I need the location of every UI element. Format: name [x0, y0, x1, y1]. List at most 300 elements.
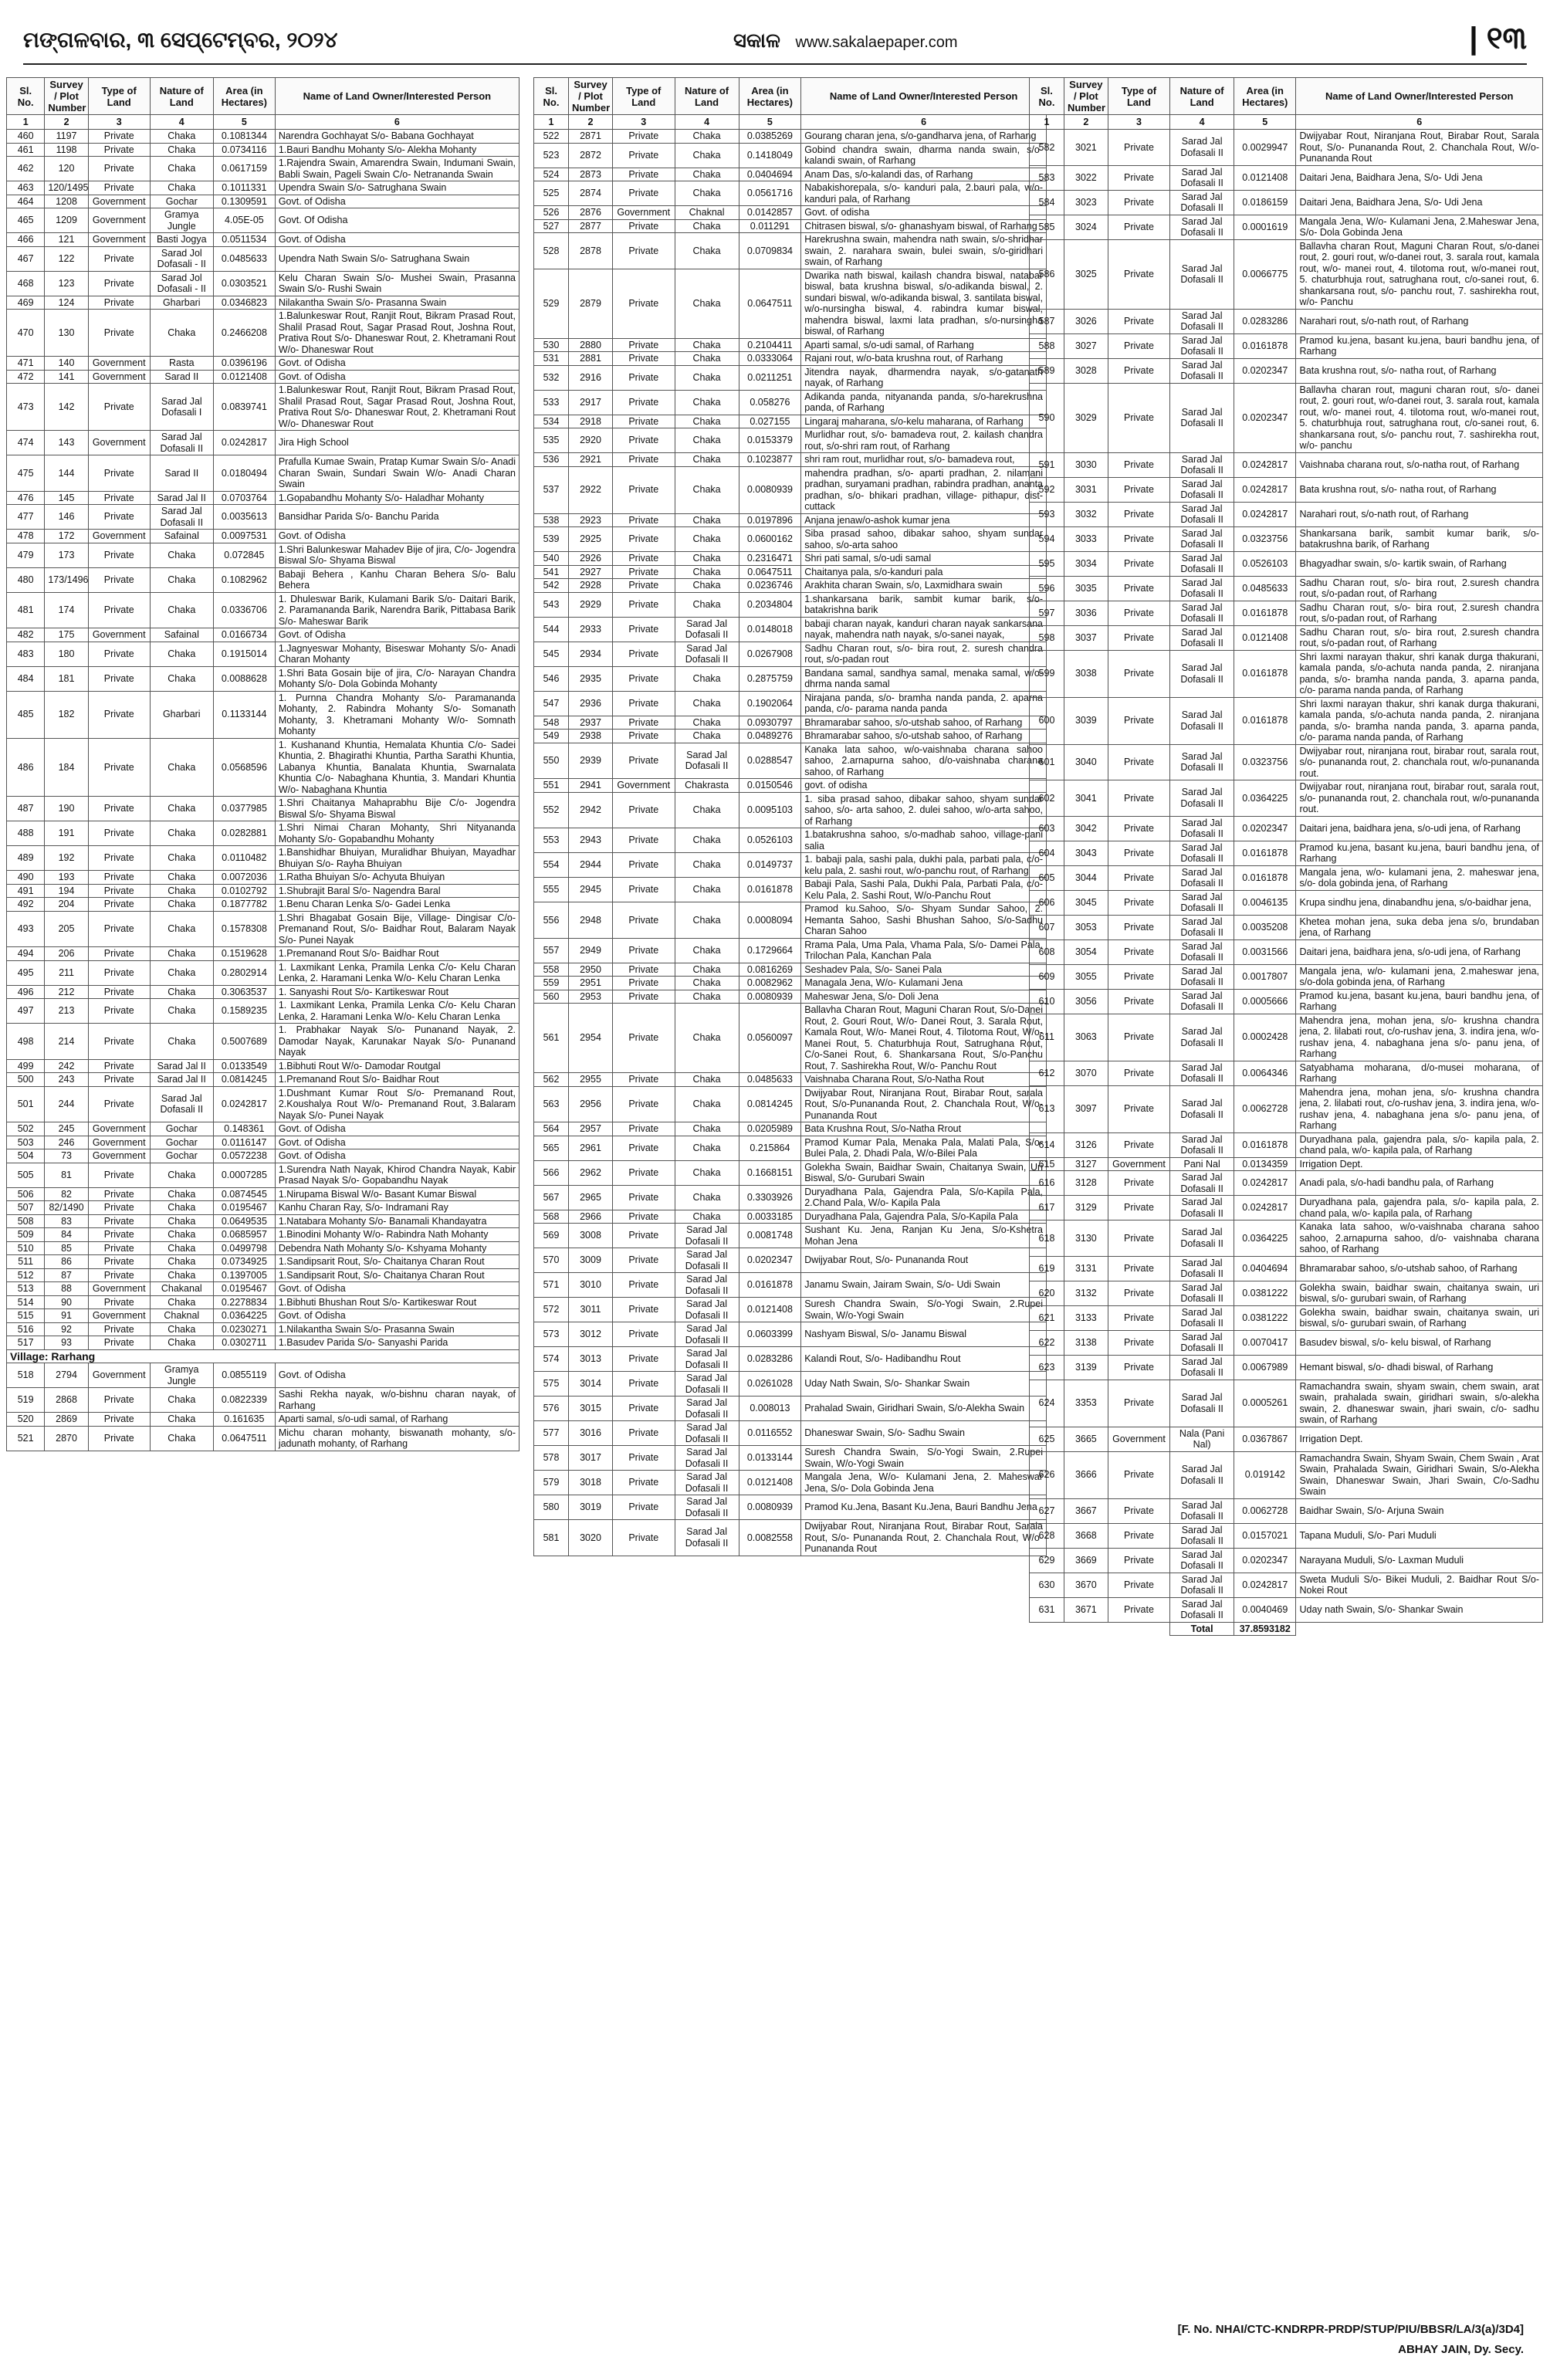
area-cell: 0.0303521	[213, 271, 275, 296]
land-nature-header: Nature of Land	[150, 78, 213, 115]
land-type-cell: Government	[612, 779, 675, 793]
area-cell: 0.0242817	[1234, 502, 1296, 526]
owner-name-cell: Duryadhana Pala, Gajendra Pala, S/o-Kapila Pala, 2.Chand Pala, W/o- Kapila Pala	[801, 1185, 1047, 1210]
owner-name-cell: 1.Balunkeswar Rout, Ranjit Rout, Bikram Prasad Rout, Shalil Prasad Rout, Sagar Prasad Rout, Joshna Rout, Prativa Rout S/o- Dhaneswar Rout, 2. Khetramani Rout W/o- Dhaneswar Rout	[275, 310, 519, 357]
table-row	[7, 567, 519, 592]
sl-no-cell: 545	[534, 642, 569, 666]
land-type-cell: Private	[88, 1413, 150, 1427]
sl-no-cell: 468	[7, 271, 45, 296]
sl-no-cell: 581	[534, 1520, 569, 1556]
owner-name-cell: Narendra Gochhayat S/o- Babana Gochhayat	[275, 130, 519, 144]
table-row	[7, 960, 519, 985]
survey-plot-cell: 82	[45, 1187, 88, 1201]
land-type-cell: Private	[1108, 1171, 1169, 1196]
land-nature-cell: Sarad Jal Dofasali II	[1170, 625, 1234, 650]
sl-no-cell: 466	[7, 233, 45, 247]
owner-name-cell: 1. Laxmikant Lenka, Pramila Lenka C/o- Kelu Charan Lenka, 2. Haramani Lenka W/o- Kelu Charan Lenka	[275, 999, 519, 1024]
table-row	[534, 743, 1047, 779]
land-nature-cell: Sarad Jol Dofasali - II	[150, 246, 213, 271]
area-cell: 0.2278834	[213, 1295, 275, 1309]
land-type-cell: Private	[1108, 1256, 1169, 1281]
land-type-cell: Private	[1108, 1281, 1169, 1305]
column-index-cell: 3	[1108, 115, 1169, 130]
survey-plot-cell: 2935	[569, 666, 613, 691]
land-nature-cell: Chaka	[675, 338, 739, 352]
table-row	[1030, 865, 1543, 890]
owner-name-cell: Prahalad Swain, Giridhari Swain, S/o-Alekha Swain	[801, 1397, 1047, 1421]
area-cell: 0.0070417	[1234, 1330, 1296, 1355]
sl-no-cell: 506	[7, 1187, 45, 1201]
sl-no-cell: 543	[534, 592, 569, 617]
land-type-cell: Private	[1108, 865, 1169, 890]
owner-name-cell: 1.Premanand Rout S/o- Baidhar Rout	[275, 947, 519, 961]
land-nature-cell: Chaka	[675, 233, 739, 269]
table-row	[7, 985, 519, 999]
table-row	[7, 505, 519, 530]
land-nature-cell: Gochar	[150, 1136, 213, 1149]
survey-plot-cell: 2938	[569, 730, 613, 743]
land-type-cell: Private	[1108, 452, 1169, 477]
sl-no-cell: 595	[1030, 551, 1064, 576]
area-cell: 0.0603399	[739, 1322, 801, 1347]
land-nature-cell: Chaka	[150, 1336, 213, 1350]
area-cell: 0.0703764	[213, 491, 275, 505]
area-cell: 0.0617159	[213, 157, 275, 181]
land-nature-cell: Chaka	[675, 1136, 739, 1160]
land-nature-cell: Chaka	[675, 352, 739, 366]
land-nature-cell: Sarad Jal Dofasali II	[1170, 816, 1234, 841]
survey-plot-cell: 243	[45, 1073, 88, 1087]
sl-no-cell: 594	[1030, 526, 1064, 551]
table-row	[7, 871, 519, 885]
table-row	[534, 1073, 1047, 1087]
owner-name-cell: Irrigation Dept.	[1296, 1427, 1543, 1451]
area-cell: 0.2875759	[739, 666, 801, 691]
table-row	[534, 365, 1047, 390]
sl-no-cell: 623	[1030, 1355, 1064, 1380]
survey-plot-cell: 3036	[1064, 601, 1108, 625]
survey-plot-cell: 3055	[1064, 964, 1108, 989]
owner-name-cell: Janamu Swain, Jairam Swain, S/o- Udi Swain	[801, 1273, 1047, 1298]
survey-plot-cell: 2945	[569, 878, 613, 902]
area-cell: 0.0205989	[739, 1122, 801, 1136]
area-cell: 0.0202347	[739, 1248, 801, 1273]
sl-no-cell: 554	[534, 853, 569, 878]
column-index-cell: 3	[612, 115, 675, 130]
land-type-cell: Government	[88, 530, 150, 543]
sl-no-cell: 558	[534, 963, 569, 977]
table-row	[1030, 1132, 1543, 1157]
land-nature-cell: Chaka	[675, 513, 739, 527]
land-type-cell: Private	[88, 130, 150, 144]
owner-name-cell: 1.Sandipsarit Rout, S/o- Chaitanya Charan Rout	[275, 1268, 519, 1282]
area-cell: 0.0381222	[1234, 1281, 1296, 1305]
area-cell: 0.148361	[213, 1122, 275, 1136]
sl-no-cell: 493	[7, 911, 45, 947]
table-row	[534, 691, 1047, 716]
land-type-header: Type of Land	[88, 78, 150, 115]
owner-name-cell: 1.Shri Nimai Charan Mohanty, Shri Nityananda Mohanty S/o- Gopabandhu Mohanty	[275, 821, 519, 846]
survey-plot-cell: 121	[45, 233, 88, 247]
area-cell: 0.0148018	[739, 617, 801, 642]
owner-name-cell: Dwijyabar Rout, Niranjana Rout, Birabar Rout, Sarala Rout, S/o- Punananda Rout, 2. Chanchala Rout, W/o- Punananda Rout	[1296, 130, 1543, 166]
sl-no-cell: 460	[7, 130, 45, 144]
owner-name-cell: Gobind chandra swain, dharma nanda swain, s/o-kalandi swain, of Rarhang	[801, 143, 1047, 168]
land-type-cell: Private	[88, 947, 150, 961]
owner-name-cell: Govt. of Odisha	[275, 357, 519, 371]
survey-plot-cell: 3026	[1064, 309, 1108, 333]
table-row	[1030, 1305, 1543, 1330]
owner-name-cell: 1.Basudev Parida S/o- Sanyashi Parida	[275, 1336, 519, 1350]
sl-no-cell: 508	[7, 1214, 45, 1228]
land-type-cell: Private	[612, 1273, 675, 1298]
land-type-cell: Private	[88, 1426, 150, 1451]
sl-no-cell: 530	[534, 338, 569, 352]
survey-plot-cell: 2873	[569, 168, 613, 181]
sl-no-cell: 629	[1030, 1548, 1064, 1573]
header-date: ମଙ୍ଗଳବାର, ୩ ସେପ୍ଟେମ୍ବର, ୨୦୨୪	[23, 28, 338, 52]
land-nature-cell: Sarad Jal Dofasali II	[1170, 1498, 1234, 1523]
website-url[interactable]: www.sakalaepaper.com	[795, 34, 958, 51]
owner-name-cell: Duryadhana Pala, Gajendra Pala, S/o-Kapila Pala	[801, 1210, 1047, 1224]
survey-plot-cell: 3665	[1064, 1427, 1108, 1451]
survey-plot-cell: 2928	[569, 579, 613, 593]
table-row	[534, 1248, 1047, 1273]
table-row	[1030, 165, 1543, 190]
land-nature-cell: Sarad Jal Dofasali II	[675, 743, 739, 779]
survey-plot-cell: 2879	[569, 269, 613, 338]
area-cell: 0.0033185	[739, 1210, 801, 1224]
land-nature-cell: Sarad Jal Dofasali II	[1170, 452, 1234, 477]
survey-plot-cell: 213	[45, 999, 88, 1024]
sl-no-cell: 523	[534, 143, 569, 168]
owner-name-cell: Govt. Of Odisha	[275, 208, 519, 233]
land-nature-cell: Chaka	[675, 1086, 739, 1122]
village-heading-row	[7, 1349, 519, 1363]
column-index-cell: 6	[1296, 115, 1543, 130]
owner-name-header: Name of Land Owner/Interested Person	[275, 78, 519, 115]
area-cell: 0.0133549	[213, 1059, 275, 1073]
table-row	[534, 168, 1047, 181]
land-type-cell: Private	[1108, 816, 1169, 841]
survey-plot-cell: 3132	[1064, 1281, 1108, 1305]
land-nature-cell: Sarad Jal Dofasali II	[1170, 1330, 1234, 1355]
land-type-cell: Private	[612, 552, 675, 566]
table-row	[534, 552, 1047, 566]
survey-plot-cell: 1198	[45, 143, 88, 157]
area-cell: 0.0202347	[1234, 383, 1296, 452]
owner-name-cell: Aparti samal, s/o-udi samal, of Rarhang	[275, 1413, 519, 1427]
area-cell: 0.0116552	[739, 1421, 801, 1446]
area-cell: 0.1011331	[213, 181, 275, 195]
sl-no-cell: 584	[1030, 190, 1064, 215]
land-nature-cell: Chaka	[150, 884, 213, 898]
table-row	[1030, 358, 1543, 383]
land-type-cell: Private	[1108, 1498, 1169, 1523]
sl-no-cell: 503	[7, 1136, 45, 1149]
land-nature-cell: Chaka	[150, 898, 213, 912]
land-nature-cell: Sarad Jal Dofasali II	[1170, 780, 1234, 817]
area-cell: 0.0709834	[739, 233, 801, 269]
table-row	[7, 628, 519, 642]
owner-name-cell: Jira High School	[275, 431, 519, 455]
survey-plot-cell: 2794	[45, 1363, 88, 1388]
table-row	[1030, 1330, 1543, 1355]
owner-name-cell: Bata krushna rout, s/o- natha rout, of Rarhang	[1296, 358, 1543, 383]
survey-plot-cell: 2926	[569, 552, 613, 566]
area-cell: 0.0157021	[1234, 1523, 1296, 1548]
table-row	[534, 666, 1047, 691]
owner-name-cell: Harekrushna swain, mahendra nath swain, s/o-shridhar swain, 2. narahara swain, bulei swain, s/o-giridhari swain, of Rarhang	[801, 233, 1047, 269]
land-nature-cell: Chaka	[675, 466, 739, 513]
owner-name-cell: Pramod ku.jena, basant ku.jena, bauri bandhu jena, of Rarhang	[1296, 989, 1543, 1014]
land-type-cell: Private	[1108, 890, 1169, 915]
page-header	[23, 17, 1527, 65]
owner-name-cell: Sashi Rekha nayak, w/o-bishnu charan nayak, of Rarhang	[275, 1388, 519, 1413]
land-nature-cell: Sarad Jal Dofasali II	[1170, 576, 1234, 601]
sl-no-cell: 510	[7, 1241, 45, 1255]
land-nature-cell: Sarad Jal Dofasali II	[1170, 1014, 1234, 1061]
sl-no-cell: 473	[7, 384, 45, 431]
survey-plot-cell: 174	[45, 592, 88, 628]
land-type-cell: Private	[612, 666, 675, 691]
table-row	[534, 792, 1047, 828]
survey-plot-cell: 182	[45, 691, 88, 738]
land-nature-cell: Sarad Jal Dofasali II	[1170, 165, 1234, 190]
land-type-cell: Private	[612, 453, 675, 467]
survey-plot-cell: 87	[45, 1268, 88, 1282]
total-spacer	[1030, 1622, 1170, 1636]
owner-name-cell: Uday Nath Swain, S/o- Shankar Swain	[801, 1372, 1047, 1397]
area-cell: 0.0364225	[1234, 780, 1296, 817]
table-row	[534, 1372, 1047, 1397]
table-row	[534, 1273, 1047, 1298]
land-type-cell: Private	[88, 1228, 150, 1242]
owner-name-cell: Dwijyabar rout, niranjana rout, birabar rout, sarala rout, s/o- punananda rout, 2. chanchala rout, w/o-punananda rout.	[1296, 780, 1543, 817]
survey-plot-cell: 2870	[45, 1426, 88, 1451]
area-cell: 0.0367867	[1234, 1427, 1296, 1451]
survey-plot-cell: 2936	[569, 691, 613, 716]
sl-no-cell: 511	[7, 1255, 45, 1269]
table-row	[7, 1187, 519, 1201]
area-cell: 0.0404694	[1234, 1256, 1296, 1281]
sl-no-cell: 537	[534, 466, 569, 513]
area-cell: 0.0568596	[213, 738, 275, 797]
sl-no-cell: 529	[534, 269, 569, 338]
sl-no-cell: 539	[534, 527, 569, 552]
land-type-cell: Private	[1108, 841, 1169, 865]
column-index-cell: 2	[45, 115, 88, 130]
table-row	[7, 181, 519, 195]
land-type-cell: Private	[1108, 190, 1169, 215]
land-type-cell: Private	[88, 1073, 150, 1087]
owner-name-cell: Bandana samal, sandhya samal, menaka samal, w/o-dhrma nanda samal	[801, 666, 1047, 691]
table-row	[534, 1004, 1047, 1073]
land-nature-cell: Chaka	[675, 527, 739, 552]
area-cell: 0.0062728	[1234, 1498, 1296, 1523]
sl-no-cell: 479	[7, 543, 45, 567]
survey-plot-cell: 3097	[1064, 1085, 1108, 1132]
owner-name-cell: 1.Banshidhar Bhuiyan, Muralidhar Bhuiyan, Mayadhar Bhuiyan S/o- Rayha Bhuiyan	[275, 846, 519, 871]
survey-plot-cell: 2877	[569, 219, 613, 233]
table-row	[534, 963, 1047, 977]
land-type-cell: Government	[1108, 1157, 1169, 1171]
sl-no-cell: 597	[1030, 601, 1064, 625]
land-nature-cell: Chaka	[675, 691, 739, 716]
area-cell: 0.0283286	[739, 1347, 801, 1372]
sl-no-cell: 504	[7, 1149, 45, 1163]
land-type-cell: Private	[612, 853, 675, 878]
sl-no-cell: 496	[7, 985, 45, 999]
survey-plot-cell: 93	[45, 1336, 88, 1350]
owner-name-cell: Baidhar Swain, S/o- Arjuna Swain	[1296, 1498, 1543, 1523]
area-cell: 0.0242817	[1234, 452, 1296, 477]
land-nature-cell: Chaka	[150, 130, 213, 144]
owner-name-cell: 1. Sanyashi Rout S/o- Kartikeswar Rout	[275, 985, 519, 999]
area-cell: 0.0242817	[213, 1086, 275, 1122]
land-type-cell: Private	[1108, 502, 1169, 526]
table-row	[1030, 1196, 1543, 1220]
table-row	[1030, 1085, 1543, 1132]
land-nature-cell: Chaka	[150, 1388, 213, 1413]
land-nature-cell: Sarad Jal Dofasali II	[1170, 697, 1234, 744]
owner-name-cell: Govt. of Odisha	[275, 1136, 519, 1149]
land-nature-cell: Chaka	[675, 938, 739, 963]
survey-plot-cell: 2944	[569, 853, 613, 878]
land-type-cell: Private	[612, 716, 675, 730]
total-row	[1030, 1622, 1543, 1636]
table-row	[1030, 625, 1543, 650]
area-cell: 0.0161878	[739, 878, 801, 902]
land-nature-cell: Sarad Jal Dofasali II	[675, 617, 739, 642]
table-row	[7, 642, 519, 666]
header-masthead	[733, 29, 958, 53]
land-type-cell: Government	[88, 208, 150, 233]
table-row	[534, 579, 1047, 593]
table-row	[1030, 1427, 1543, 1451]
table-row	[7, 208, 519, 233]
land-type-cell: Private	[1108, 915, 1169, 939]
table-row	[7, 246, 519, 271]
land-type-cell: Private	[612, 579, 675, 593]
survey-plot-cell: 211	[45, 960, 88, 985]
owner-name-cell: 1.Balunkeswar Rout, Ranjit Rout, Bikram Prasad Rout, Shalil Prasad Rout, Sagar Prasad Rout, Joshna Rout, Prativa Rout S/o- Dhaneswar Rout, 2. Khetramani Rout W/o- Dhaneswar Rout	[275, 384, 519, 431]
land-type-cell: Private	[612, 1471, 675, 1495]
land-type-cell: Government	[88, 1282, 150, 1296]
owner-name-cell: Mahendra jena, mohan jena, s/o- krushna chandra jena, 2. lilabati rout, c/o-rushav jena, 3. indira jena, w/o-rushav jena, 4. nabaghana jena s/o- panu jena, of Rarhang	[1296, 1014, 1543, 1061]
area-cell: 0.1023877	[739, 453, 801, 467]
land-nature-cell: Sarad Jal Dofasali II	[1170, 239, 1234, 309]
sl-no-cell: 485	[7, 691, 45, 738]
land-nature-cell: Chaka	[150, 1187, 213, 1201]
land-nature-cell: Chaka	[675, 1210, 739, 1224]
land-type-cell: Private	[88, 1336, 150, 1350]
table-row	[534, 352, 1047, 366]
land-nature-cell: Sarad Jal Dofasali II	[1170, 1380, 1234, 1427]
survey-plot-cell: 3013	[569, 1347, 613, 1372]
survey-plot-cell: 173	[45, 543, 88, 567]
table-row	[534, 453, 1047, 467]
survey-plot-cell: 73	[45, 1149, 88, 1163]
survey-plot-cell: 2871	[569, 130, 613, 144]
column-index-row	[534, 115, 1047, 130]
owner-name-cell: Siba prasad sahoo, dibakar sahoo, shyam sundar sahoo, s/o-arta sahoo	[801, 527, 1047, 552]
owner-name-cell: Shri laxmi narayan thakur, shri kanak durga thakurani, kamala panda, s/o-achuta nanda panda, 2. niranjana panda, s/o- bramha nanda panda, 3. aparna panda, c/o- parama nanda panda, of Rarhang	[1296, 650, 1543, 697]
owner-name-cell: Shri laxmi narayan thakur, shri kanak durga thakurani, kamala panda, s/o-achuta nanda panda, 2. niranjana panda, s/o- bramha nanda panda, 3. aparna panda, c/o- parama nanda panda, of Rarhang	[1296, 697, 1543, 744]
owner-name-cell: 1.Nirupama Biswal W/o- Basant Kumar Biswal	[275, 1187, 519, 1201]
survey-plot-cell: 1209	[45, 208, 88, 233]
area-cell: 0.019142	[1234, 1451, 1296, 1498]
land-nature-cell: Sarad Jal II	[150, 1059, 213, 1073]
land-nature-cell: Sarad Jal Dofasali II	[1170, 1256, 1234, 1281]
survey-plot-cell: 242	[45, 1059, 88, 1073]
area-cell: 0.0242817	[1234, 477, 1296, 502]
survey-plot-header: Survey / Plot Number	[569, 78, 613, 115]
land-nature-cell: Chaka	[150, 797, 213, 821]
area-cell: 0.0499798	[213, 1241, 275, 1255]
table-row	[1030, 383, 1543, 452]
land-type-cell: Private	[88, 157, 150, 181]
area-cell: 0.215864	[739, 1136, 801, 1160]
area-cell: 0.0489276	[739, 730, 801, 743]
land-type-cell: Private	[88, 797, 150, 821]
land-type-cell: Private	[88, 1187, 150, 1201]
sl-no-cell: 624	[1030, 1380, 1064, 1427]
table-row	[1030, 239, 1543, 309]
table-row	[7, 271, 519, 296]
area-cell: 0.1729664	[739, 938, 801, 963]
table-row	[534, 415, 1047, 428]
survey-plot-cell: 173/1496	[45, 567, 88, 592]
sl-no-cell: 614	[1030, 1132, 1064, 1157]
land-nature-header: Nature of Land	[675, 78, 739, 115]
land-nature-cell: Chaka	[150, 1214, 213, 1228]
land-type-cell: Private	[1108, 1597, 1169, 1622]
area-cell: 0.027155	[739, 415, 801, 428]
land-nature-cell: Chaka	[150, 666, 213, 691]
land-type-cell: Private	[612, 938, 675, 963]
sl-no-cell: 512	[7, 1268, 45, 1282]
land-nature-cell: Gramya Jungle	[150, 208, 213, 233]
owner-name-cell: 1.Shri Chaitanya Mahaprabhu Bije C/o- Jogendra Biswal S/o- Shyama Biswal	[275, 797, 519, 821]
area-cell: 0.0855119	[213, 1363, 275, 1388]
area-cell: 0.0377985	[213, 797, 275, 821]
table-row	[1030, 551, 1543, 576]
survey-plot-cell: 206	[45, 947, 88, 961]
land-nature-cell: Chaka	[675, 181, 739, 206]
land-nature-cell: Chaka	[150, 911, 213, 947]
land-type-cell: Private	[88, 1268, 150, 1282]
land-type-cell: Government	[1108, 1427, 1169, 1451]
sl-no-cell: 559	[534, 977, 569, 990]
owner-name-cell: Krupa sindhu jena, dinabandhu jena, s/o-baidhar jena,	[1296, 890, 1543, 915]
land-type-cell: Private	[88, 1059, 150, 1073]
area-cell: 0.0195467	[213, 1201, 275, 1215]
sl-no-cell: 520	[7, 1413, 45, 1427]
table-row	[1030, 190, 1543, 215]
column-index-cell: 4	[675, 115, 739, 130]
sl-no-cell: 575	[534, 1372, 569, 1397]
land-nature-cell: Gochar	[150, 1122, 213, 1136]
table-row	[534, 338, 1047, 352]
table-row	[1030, 1014, 1543, 1061]
land-type-cell: Government	[88, 1122, 150, 1136]
table-row	[7, 999, 519, 1024]
owner-name-cell: Bansidhar Parida S/o- Banchu Parida	[275, 505, 519, 530]
area-cell: 0.0142857	[739, 206, 801, 220]
sl-no-cell: 576	[534, 1397, 569, 1421]
area-cell: 0.0822339	[213, 1388, 275, 1413]
